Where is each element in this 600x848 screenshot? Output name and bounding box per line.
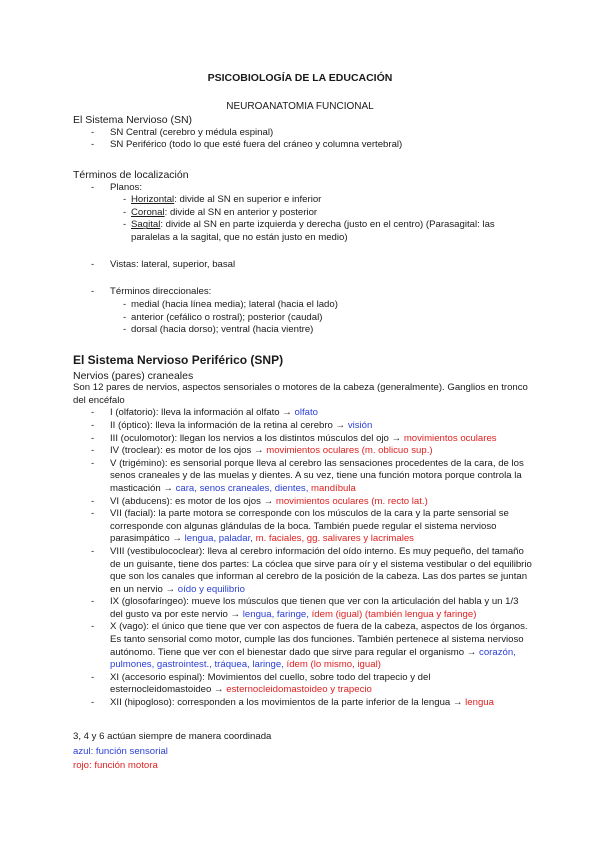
nerve-item: - X (vago): el único que tiene que ver con aspectos de fuera de la cabeza, aspectos de los órganos. Es tanto sensorial como motor, cumple las dos funciones. También pertenece al sistema nervioso autónomo. Tiene que ver con el bienestar dado que sirve para regular el organismo → corazón, pulmones, gastrointest., tráquea, laringe, ídem (lo mismo, igual) (91, 621, 528, 671)
nerve-text: lengua, faringe, (242, 608, 312, 620)
nerve-item: - IX (glosofaríngeo): mueve los músculos que tienen que ver con la articulación del habla y un 1/3 del gusto va por este nervio → lengua, faringe, ídem (igual) (también lengua y faringe) (91, 596, 519, 620)
document-subtitle: NEUROANATOMIA FUNCIONAL (226, 101, 374, 112)
nerve-text: movimientos oculares (m. recto lat.) (275, 495, 428, 507)
list-item: - SN Central (cerebro y médula espinal) (91, 126, 274, 138)
nerve-text: V (trigémino): es sensorial porque lleva al cerebro las sensaciones procedentes de la cara, de los senos craneales y de las muelas y dientes. A su vez, tiene una función motora porque controla la masticación → (110, 457, 524, 494)
snp-intro: Son 12 pares de nervios, aspectos sensoriales o motores de la cabeza (generalmente). Ganglios en tronco del encéfalo (73, 382, 528, 406)
nerve-item: - II (óptico): lleva la información de la retina al cerebro → visión (91, 419, 373, 431)
nerve-text: movimientos oculares (m. oblicuo sup.) (266, 445, 433, 457)
terms-heading: Términos de localización (73, 169, 189, 181)
nerve-text: olfato (294, 407, 318, 419)
planos-label: - Planos: (91, 181, 142, 193)
list-item: - medial (hacia línea media); lateral (hacia el lado) (123, 298, 338, 310)
nerve-item: - XII (hipogloso): corresponden a los movimientos de la parte inferior de la lengua → lengua (91, 697, 494, 709)
nerve-item: - VI (abducens): es motor de los ojos → movimientos oculares (m. recto lat.) (91, 495, 428, 507)
nerve-text: movimientos oculares (403, 432, 497, 444)
nerve-text: mandíbula (311, 482, 356, 494)
nerve-text: esternocleidomastoideo y trapecio (226, 684, 372, 696)
nerve-text: VI (abducens): es motor de los ojos → (110, 495, 276, 507)
list-item: - Coronal: divide al SN en anterior y posterior (123, 206, 318, 218)
nerve-item: - XI (accesorio espinal): Movimientos del cuello, sobre todo del trapecio y del esternocleidomastoideo → esternocleidomastoideo y trapecio (91, 671, 431, 696)
nerve-text: IV (troclear): es motor de los ojos → (110, 445, 267, 457)
legend-blue: azul: función sensorial (73, 745, 168, 757)
coordination-note: 3, 4 y 6 actúan siempre de manera coordinada (73, 731, 272, 742)
list-item: - dorsal (hacia dorso); ventral (hacia vientre) (123, 324, 314, 336)
nerve-item: - I (olfatorio): lleva la información al olfato → olfato (91, 407, 318, 419)
nerve-text: I (olfatorio): lleva la información al olfato → (110, 407, 295, 419)
nerve-item: - III (oculomotor): llegan los nervios a los distintos músculos del ojo → movimientos oculares (91, 432, 497, 444)
nerve-text: m. faciales, gg. salivares y lacrimales (255, 533, 414, 545)
direccionales-label: - Términos direccionales: (91, 286, 212, 298)
vistas-item: - Vistas: lateral, superior, basal (91, 259, 236, 271)
nerve-text: oído y equilibrio (177, 583, 245, 595)
nerve-text: III (oculomotor): llegan los nervios a los distintos músculos del ojo → (110, 432, 404, 444)
nerve-text: IX (glosofaríngeo): mueve los músculos que tienen que ver con la articulación del habla y un 1/3 del gusto va por este nervio → (110, 596, 519, 620)
nerve-text: ídem (lo mismo, igual) (286, 659, 381, 671)
nerve-text: XII (hipogloso): corresponden a los movimientos de la parte inferior de la lengua → (110, 697, 466, 709)
legend-red: rojo: función motora (73, 760, 158, 772)
nerve-text: visión (347, 419, 373, 431)
nerve-item: - VII (facial): la parte motora se corresponde con los músculos de la cara y la parte sensorial se corresponde con algunas glándulas de la boca. También puede regular el sistema nervioso parasimpático → lengua, paladar, m. faciales, gg. salivares y lacrimales (91, 508, 509, 545)
nerve-text: X (vago): el único que tiene que ver con aspectos de fuera de la cabeza, aspectos de los órganos. Es tanto sensorial como motor, cumple las dos funciones. También pertenece al sistema nervioso autónomo. Tiene que ver con el bienestar dado que sirve para regular el organismo → (110, 621, 528, 658)
document-title: PSICOBIOLOGÍA DE LA EDUCACIÓN (207, 72, 393, 84)
terms-section (73, 169, 533, 337)
snp-section (73, 354, 533, 710)
nerve-item: - IV (troclear): es motor de los ojos → movimientos oculares (m. oblicuo sup.) (91, 445, 433, 457)
nerve-text: corazón, pulmones, gastrointest., tráquea, laringe, (110, 646, 516, 671)
nerve-text: VII (facial): la parte motora se corresponde con los músculos de la cara y la parte sensorial se corresponde con algunas glándulas de la boca. También puede regular el sistema nervioso parasimpático → (110, 508, 509, 545)
sn-section (73, 114, 533, 152)
list-item: - Sagital: divide al SN en parte izquierda y derecha (justo en el centro) (Parasagital: las paralelas a la sagital, que no están justo en medio) (123, 219, 495, 243)
notes (73, 731, 533, 773)
nerve-list (73, 407, 533, 709)
nerve-text: XI (accesorio espinal): Movimientos del cuello, sobre todo del trapecio y del esternocleidomastoideo → (110, 671, 431, 696)
nerve-text: lengua, paladar, (184, 533, 256, 545)
list-item: - Horizontal: divide al SN en superior e inferior (123, 194, 322, 206)
sn-heading: El Sistema Nervioso (SN) (73, 114, 193, 126)
snp-heading: El Sistema Nervioso Periférico (SNP) (73, 353, 284, 367)
list-item: - SN Periférico (todo lo que esté fuera del cráneo y columna vertebral) (91, 139, 403, 151)
nerve-text: lengua (465, 697, 494, 709)
nerve-text: VIII (vestibulococlear): lleva al cerebro información del oído interno. Es muy pequeño, del tamaño de un guisante, tiene dos partes: La cóclea que sirve para oír y el sistema vestibular o del equilibrio que son los canales que informan al cerebro de la posición de la cabeza. Las dos partes se juntan en un nervio → (110, 545, 532, 595)
list-item: - anterior (cefálico o rostral); posterior (caudal) (123, 311, 323, 323)
snp-subheading: Nervios (pares) craneales (73, 369, 194, 382)
nerve-item: - V (trigémino): es sensorial porque lleva al cerebro las sensaciones procedentes de la cara, de los senos craneales y de las muelas y dientes. A su vez, tiene una función motora porque controla la masticación → cara, senos craneales, dientes, mandíbula (91, 457, 524, 494)
nerve-text: ídem (igual) (también lengua y faringe) (311, 608, 477, 620)
nerve-text: cara, senos craneales, dientes, (175, 482, 312, 494)
nerve-item: - VIII (vestibulococlear): lleva al cerebro información del oído interno. Es muy pequeño, del tamaño de un guisante, tiene dos partes: La cóclea que sirve para oír y el sistema vestibular o del equilibrio que son los canales que informan al cerebro de la posición de la cabeza. Las dos partes se juntan en un nervio → oído y equilibrio (91, 545, 532, 595)
nerve-text: II (óptico): lleva la información de la retina al cerebro → (110, 419, 348, 431)
